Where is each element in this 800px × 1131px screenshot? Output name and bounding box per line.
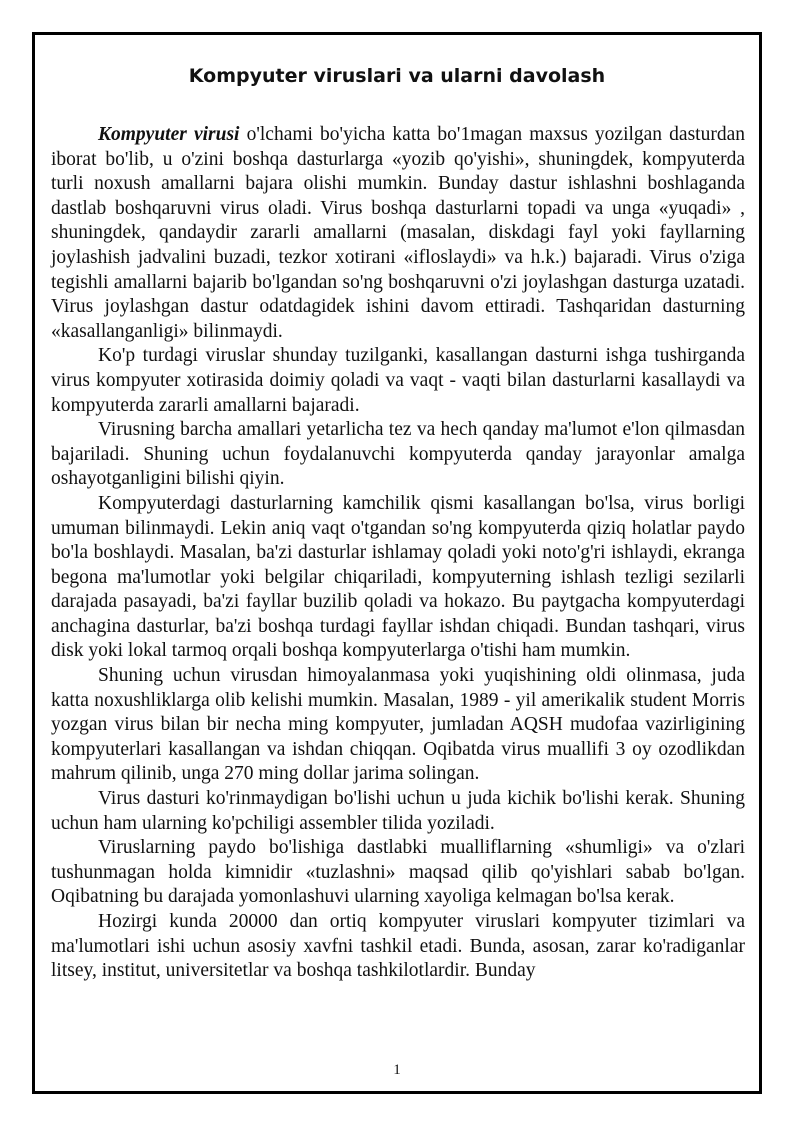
paragraph-6: Virus dasturi ko'rinmaydigan bo'lishi uchun u juda kichik bo'lishi kerak. Shuning uchun ham ularning ko'pchiligi assembler tilida yoziladi.	[51, 788, 745, 834]
page-number: 1	[393, 1062, 401, 1078]
paragraph-4: Kompyuterdagi dasturlarning kamchilik qismi kasallangan bo'lsa, virus borligi umuman bilinmaydi. Lekin aniq vaqt o'tgandan so'ng kompyuterda qiziq holatlar paydo bo'la boshlaydi. Masalan, ba'zi dasturlar ishlamay qoladi yoki noto'g'ri ishlaydi, ekranga begona ma'lumotlar yoki belgilar chiqariladi, kompyuterning ishlash tezligi sezilarli darajada pasayadi, ba'zi fayllar buzilib qoladi va hokazo. Bu paytgacha kompyuterdagi anchagina dasturlar, ba'zi boshqa turdagi fayllar ishdan chiqadi. Bundan tashqari, virus disk yoki lokal tarmoq orqali boshqa kompyuterlarga o'tishi ham mumkin.	[51, 492, 745, 662]
paragraph-1	[51, 123, 745, 344]
page-frame	[32, 32, 762, 1094]
lead-term: Kompyuter virusi	[98, 124, 240, 145]
paragraph-8: Hozirgi kunda 20000 dan ortiq kompyuter viruslari kompyuter tizimlari va ma'lumotlari ishi uchun asosiy xavfni tashkil etadi. Bunda, asosan, zarar ko'radiganlar litsey, institut, universitetlar va boshqa tashkilotlardir. Bunday	[51, 911, 745, 982]
paragraph-7: Viruslarning paydo bo'lishiga dastlabki mualliflarning «shumligi» va o'zlari tushunmagan holda kimnidir «tuzlashni» maqsad qilib qo'yishlari sabab bo'lgan. Oqibatning bu darajada yomonlashuvi ularning xayoliga kelmagan bo'lsa kerak.	[51, 837, 745, 908]
paragraph-3: Virusning barcha amallari yetarlicha tez va hech qanday ma'lumot e'lon qilmasdan bajariladi. Shuning uchun foydalanuvchi kompyuterda qanday jarayonlar amalga oshayotganligini bilishi qiyin.	[51, 419, 745, 490]
paragraph-2: Ko'p turdagi viruslar shunday tuzilganki, kasallangan dasturni ishga tushirganda virus kompyuter xotirasida doimiy qoladi va vaqt - vaqti bilan dasturlarni kasallaydi va kompyuterda zararli amallarni bajaradi.	[51, 345, 745, 416]
paragraph-1-text: o'lchami bo'yicha katta bo'1magan maxsus yozilgan dasturdan iborat bo'lib, u o'zini boshqa dasturlarga «yozib qo'yishi», shuningdek, kompyuterda turli noxush amallarni bajara olishi mumkin. Bunday dastur ishlashni boshlaganda dastlab boshqaruvni virus oladi. Virus boshqa dasturlarni topadi va unga «yuqadi» , shuningdek, qandaydir zararli amallarni (masalan, diskdagi fayl yoki fayllarning joylashish jadvalini buzadi, tezkor xotirani «ifloslaydi» va h.k.) bajaradi. Virus o'ziga tegishli amallarni bajarib bo'lgandan so'ng boshqaruvni o'zi joylashgan dasturga uzatadi. Virus joylashgan dastur odatdagidek ishini davom ettiradi. Tashqaridan dasturning «kasallanganligi» bilinmaydi.	[51, 124, 745, 342]
document-body	[51, 123, 745, 984]
document-title: Kompyuter viruslari va ularni davolash	[188, 65, 606, 87]
paragraph-5: Shuning uchun virusdan himoyalanmasa yoki yuqishining oldi olinmasa, juda katta noxushliklarga olib kelishi mumkin. Masalan, 1989 - yil amerikalik student Morris yozgan virus bilan bir necha ming kompyuter, jumladan AQSH mudofaa vazirligining kompyuterlari kasallangan va ishdan chiqqan. Oqibatda virus muallifi 3 oy ozodlikdan mahrum qilinib, unga 270 ming dollar jarima solingan.	[51, 665, 745, 785]
